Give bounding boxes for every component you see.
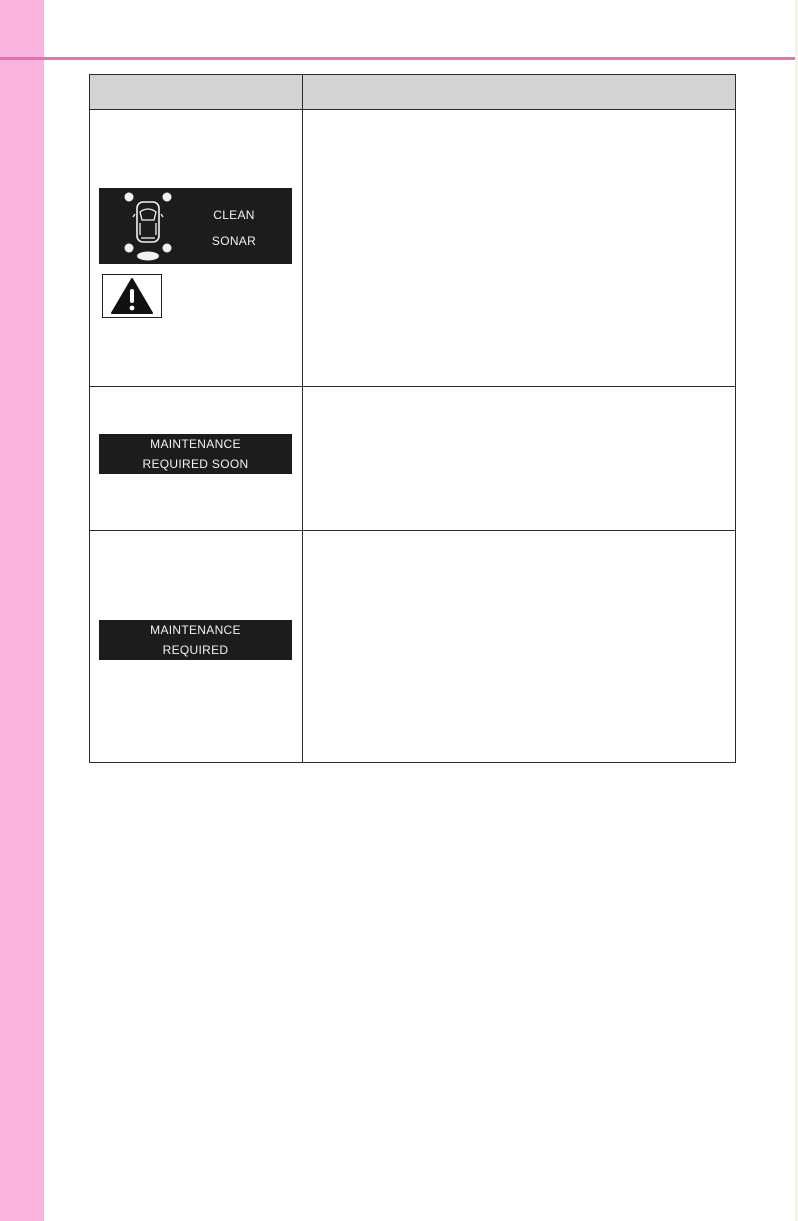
description-cell [303, 387, 736, 531]
display-cell [90, 387, 303, 531]
table-row [90, 387, 736, 531]
table-header-row [90, 75, 736, 110]
clean-sonar-screen [99, 188, 292, 264]
display-cell [90, 110, 303, 387]
message-table [89, 74, 736, 763]
maintenance-required-screen [99, 620, 292, 660]
display-column-header [90, 75, 303, 110]
maintenance-required-soon-screen [99, 434, 292, 474]
screen-line: CLEAN [213, 208, 255, 222]
description-cell [303, 531, 736, 763]
warning-triangle-icon [110, 277, 154, 315]
sonar-sensor-icon [119, 190, 191, 262]
section-side-tab [0, 0, 44, 1221]
table-row [90, 531, 736, 763]
warning-symbol-box [102, 274, 162, 318]
details-column-header [303, 75, 736, 110]
screen-line: REQUIRED SOON [142, 457, 249, 471]
screen-line: SONAR [211, 234, 257, 248]
description-cell [303, 110, 736, 387]
header-rule [0, 57, 798, 60]
table-row [90, 110, 736, 387]
screen-line: MAINTENANCE [150, 437, 241, 451]
screen-line: REQUIRED [162, 643, 229, 657]
screen-message [204, 202, 264, 254]
screen-line: MAINTENANCE [150, 623, 241, 637]
display-cell [90, 531, 303, 763]
